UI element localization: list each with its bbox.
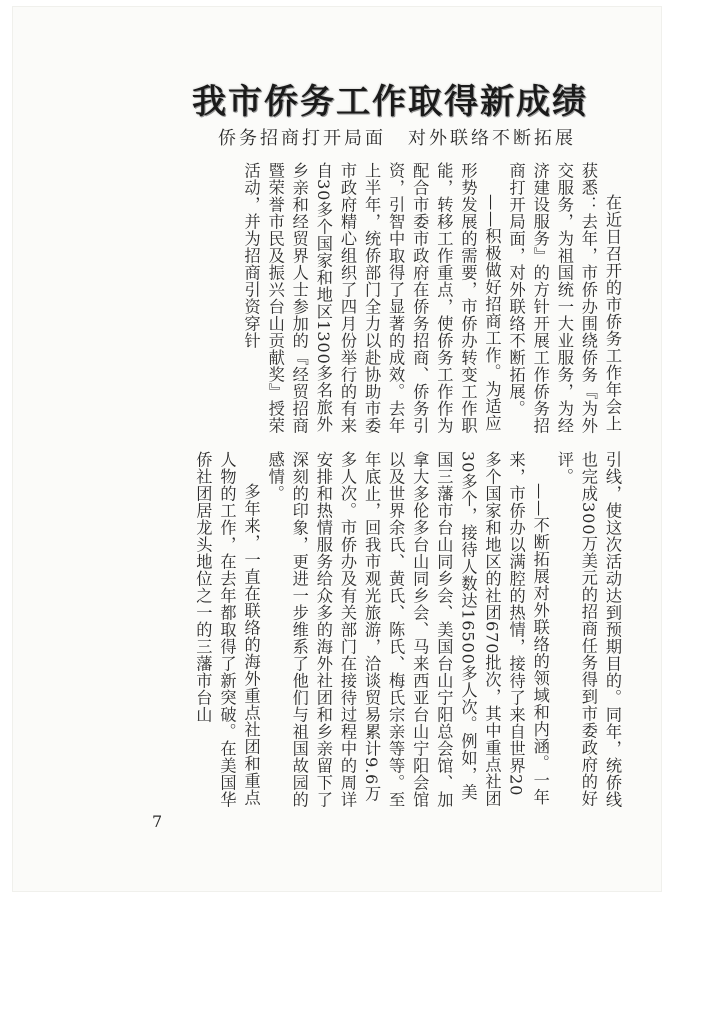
article-body-lower: [140, 451, 624, 811]
paragraph-investment-continued: 引线，使这次活动达到预期目的。同年，统侨线也完成300万美元的招商任务得到市委政府的好评。: [554, 451, 622, 808]
article-title: 我市侨务工作取得新成绩: [192, 82, 588, 122]
paragraph-key-groups: 多年来，一直在联络的海外重点社团和重点人物的工作，在去年都取得了新突破。在美国华侨社团居龙头地位之一的三藩市台山: [193, 451, 261, 808]
paragraph-outreach: ——不断拓展对外联络的领域和内涵。一年来，市侨办以满腔的热情，接待了来自世界20多个国家和地区的社团670批次，其中重点社团30多个，接待人数达16500多人次。例如，美国三藩市台山同乡会、美国台山宁阳总会馆、加拿大多伦多台山同乡会、马来西亚台山宁阳会馆以及世界余氏、黄氏、陈氏、梅氏宗亲等等。至年底止，回我市观光旅游，洽谈贸易累计9.6万多人次。市侨办及有关部门在接待过程中的周详安排和热情服务给众多的海外社团和乡亲留下了深刻的印象，更进一步维系了他们与祖国故园的感情。: [265, 451, 550, 808]
article-subtitle: [162, 124, 632, 150]
paragraph-intro: 在近日召开的市侨务工作年会上获悉：去年，市侨办围绕侨务『为外交服务，为祖国统一大业服务，为经济建设服务』的方针开展工作侨务招商打开局面，对外联络不断拓展。: [506, 162, 622, 434]
document-page: [12, 6, 662, 892]
subtitle-part-1: 侨务招商打开局面: [218, 128, 386, 149]
article-body-upper: [140, 162, 624, 444]
subtitle-part-2: 对外联络不断拓展: [408, 128, 576, 149]
paragraph-investment: ——积极做好招商工作。为适应形势发展的需要，市侨办转变工作职能，转移工作重点，使侨务工作作为配合市委市政府在侨务招商、侨务引资，引智中取得了显著的成效。去年上半年，统侨部门全力以赴协助市委市政府精心组织了四月份举行的有来自30多个国家和地区1300多名旅外乡亲和经贸界人士参加的『经贸招商暨荣誉市民及振兴台山贡献奖』授荣活动，并为招商引资穿针: [241, 162, 502, 434]
page-number: 7: [152, 812, 163, 831]
